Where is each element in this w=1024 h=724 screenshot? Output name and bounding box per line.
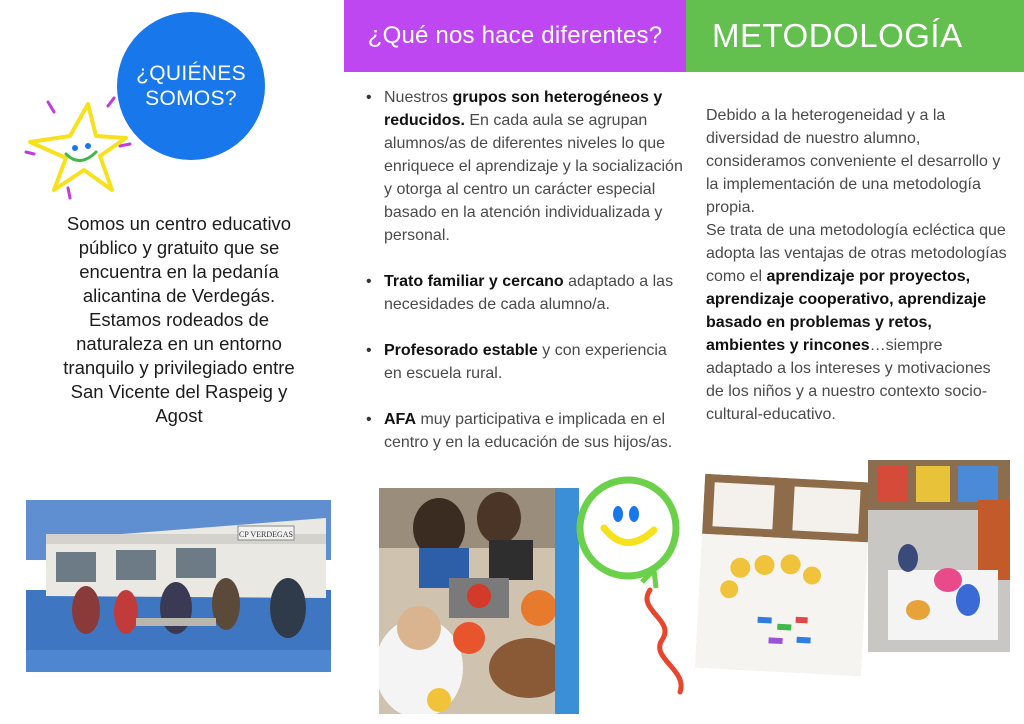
who-are-we-title: ¿QUIÉNES SOMOS? — [136, 62, 246, 110]
children-activity-photo — [379, 488, 579, 714]
list-item: • Profesorado estable y con experiencia en escuela rural. — [364, 339, 684, 385]
smiling-star-icon — [20, 96, 132, 200]
methodology-paragraph-2: Se trata de una metodología ecléctica que adopta las ventajas de otras metodologías como el aprendizaje por proyectos, aprendizaje cooperativo, aprendizaje basado en problemas y retos, ambientes y rincones…siempre adaptado a los intereses y motivaciones de los niños y a nuestro contexto socio-cultural-educativo. — [706, 222, 1007, 423]
methodology-paragraph-1: Debido a la heterogeneidad y a la diversidad de nuestro alumno, consideramos conveniente el desarrollo y la implementación de una metodología propia. — [706, 107, 1001, 216]
list-item: • AFA muy participativa e implicada en el centro y en la educación de sus hijos/as. — [364, 408, 684, 454]
methodology-header-title: METODOLOGÍA — [712, 17, 963, 54]
list-item: • Trato familiar y cercano adaptado a las necesidades de cada alumno/a. — [364, 270, 684, 316]
who-are-we-circle — [117, 12, 265, 160]
school-photo — [26, 500, 331, 672]
school-sign-text: CP VERDEGAS — [238, 530, 294, 539]
intro-text: Somos un centro educativo público y gratuito que se encuentra en la pedanía alicantina de Verdegás. Estamos rodeados de naturaleza en un entorno tranquilo y privilegiado entre San Vicente del Raspeig y Agost — [63, 213, 295, 426]
differences-list — [364, 86, 684, 477]
smiley-balloon-icon — [576, 470, 694, 696]
list-item: • Nuestros grupos son heterogéneos y reducidos. En cada aula se agrupan alumnos/as de diferentes niveles lo que enriquece el aprendizaje y la socialización y otorga al centro un carácter especial basado en la atención individualizada y personal. — [364, 86, 684, 247]
chick-crafts-photo — [695, 474, 871, 676]
methodology-header — [686, 0, 1024, 72]
differences-header — [344, 0, 686, 72]
differences-header-title: ¿Qué nos hace diferentes? — [367, 22, 663, 49]
floor-activity-photo — [868, 460, 1010, 652]
methodology-text — [706, 104, 1012, 426]
